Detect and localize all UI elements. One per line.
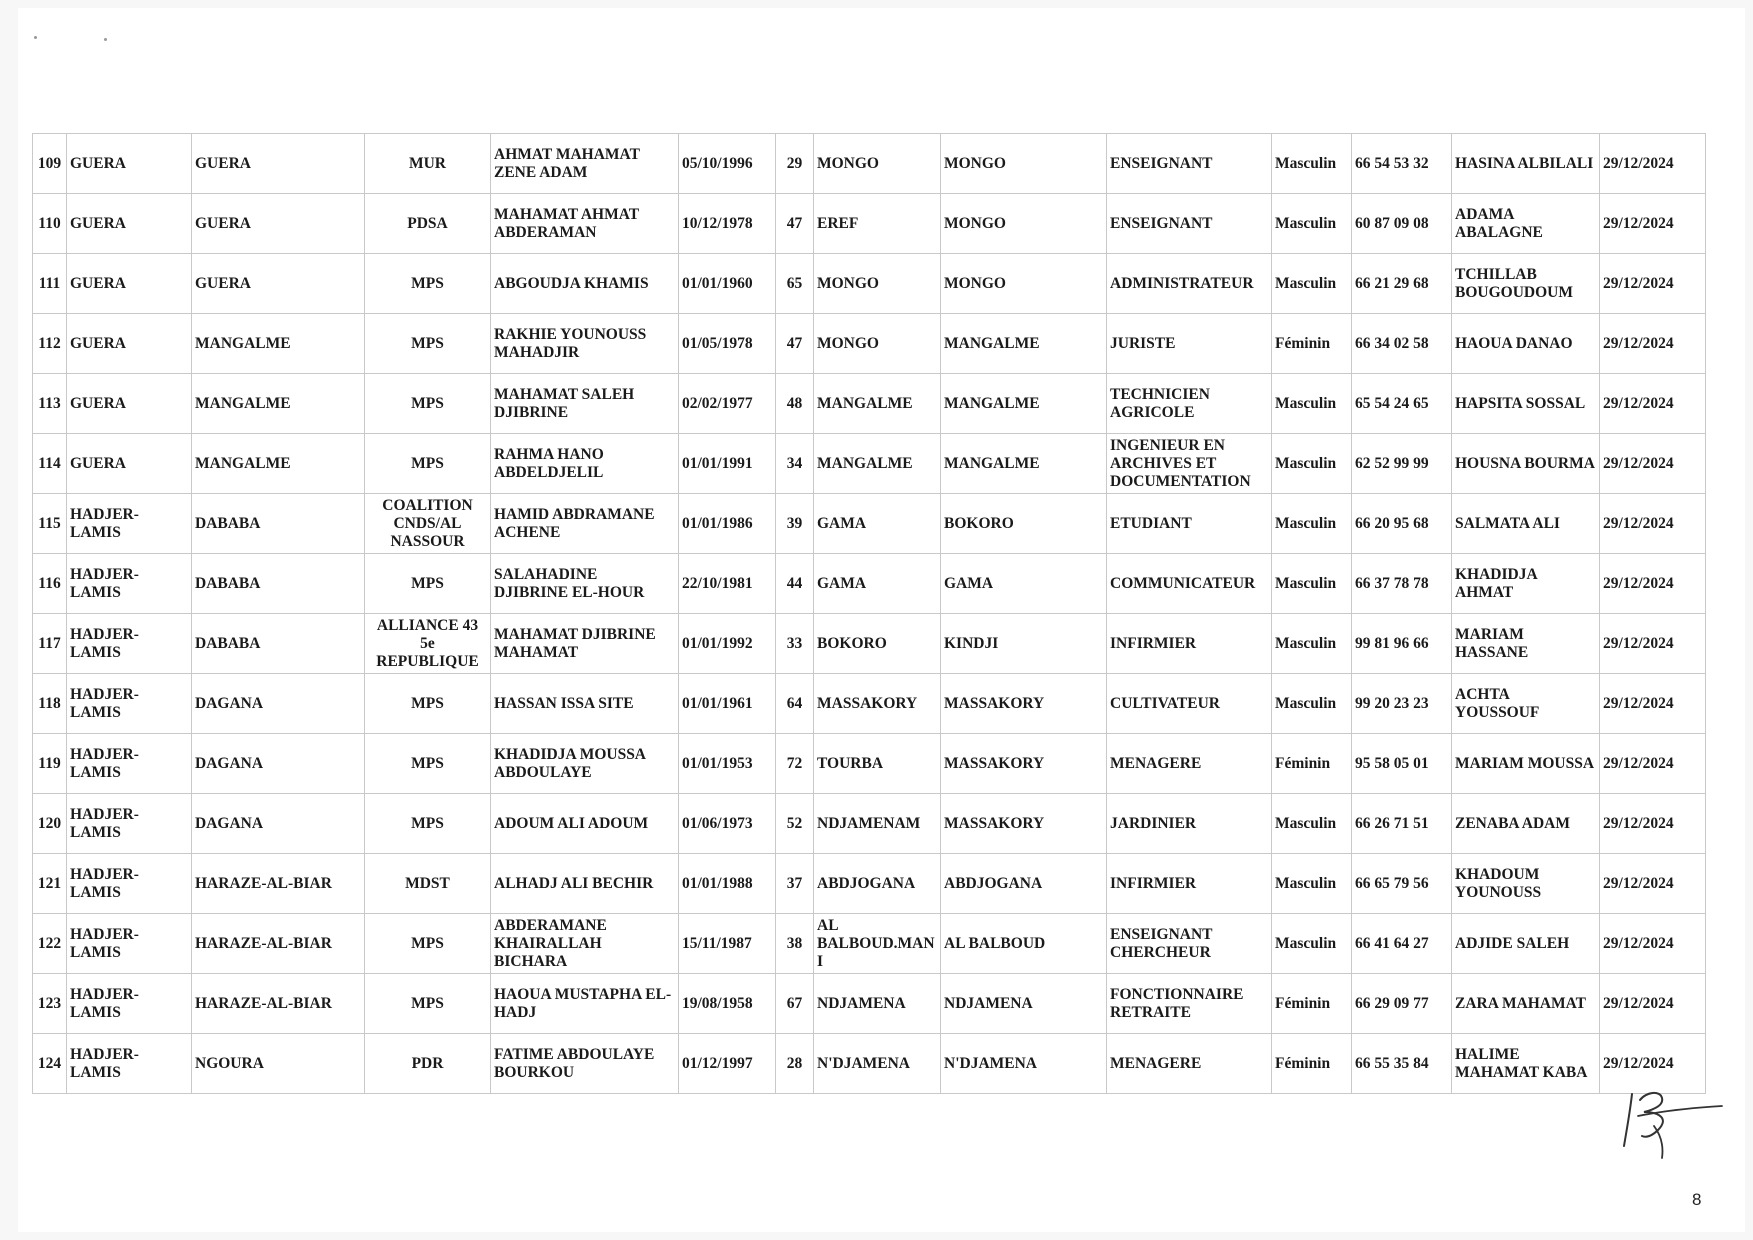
cell-substitute: ACHTA YOUSSOUF [1452, 674, 1600, 734]
candidate-table-wrapper [32, 133, 1705, 1094]
cell-number: 119 [33, 734, 67, 794]
cell-phone: 60 87 09 08 [1352, 194, 1452, 254]
cell-sex: Masculin [1272, 914, 1352, 974]
cell-age: 34 [776, 434, 814, 494]
cell-substitute: ADJIDE SALEH [1452, 914, 1600, 974]
cell-number: 115 [33, 494, 67, 554]
cell-phone: 66 55 35 84 [1352, 1034, 1452, 1094]
cell-sex: Masculin [1272, 614, 1352, 674]
cell-residence: MONGO [941, 194, 1107, 254]
cell-birth-place: AL BALBOUD.MANI [814, 914, 941, 974]
table-row [33, 794, 1706, 854]
table-row [33, 254, 1706, 314]
cell-phone: 66 26 71 51 [1352, 794, 1452, 854]
cell-birth-place: GAMA [814, 554, 941, 614]
table-row [33, 434, 1706, 494]
cell-province: HADJER-LAMIS [67, 674, 192, 734]
cell-party: MPS [365, 974, 491, 1034]
cell-phone: 66 21 29 68 [1352, 254, 1452, 314]
cell-sex: Masculin [1272, 854, 1352, 914]
cell-province: HADJER-LAMIS [67, 1034, 192, 1094]
cell-number: 116 [33, 554, 67, 614]
cell-number: 124 [33, 1034, 67, 1094]
cell-department: DABABA [192, 614, 365, 674]
cell-department: GUERA [192, 254, 365, 314]
cell-sex: Masculin [1272, 554, 1352, 614]
cell-phone: 66 65 79 56 [1352, 854, 1452, 914]
cell-birth-date: 19/08/1958 [679, 974, 776, 1034]
cell-candidate-name: MAHAMAT DJIBRINE MAHAMAT [491, 614, 679, 674]
table-row [33, 134, 1706, 194]
cell-date: 29/12/2024 [1600, 314, 1706, 374]
cell-sex: Féminin [1272, 314, 1352, 374]
cell-date: 29/12/2024 [1600, 194, 1706, 254]
cell-phone: 66 34 02 58 [1352, 314, 1452, 374]
cell-birth-place: MONGO [814, 314, 941, 374]
cell-residence: MANGALME [941, 374, 1107, 434]
cell-profession: JARDINIER [1107, 794, 1272, 854]
page-number: 8 [1692, 1190, 1702, 1209]
cell-candidate-name: RAHMA HANO ABDELDJELIL [491, 434, 679, 494]
table-row [33, 674, 1706, 734]
cell-department: GUERA [192, 134, 365, 194]
cell-birth-date: 10/12/1978 [679, 194, 776, 254]
cell-profession: ADMINISTRATEUR [1107, 254, 1272, 314]
cell-department: MANGALME [192, 374, 365, 434]
cell-profession: TECHNICIEN AGRICOLE [1107, 374, 1272, 434]
cell-candidate-name: ABGOUDJA KHAMIS [491, 254, 679, 314]
cell-age: 37 [776, 854, 814, 914]
cell-substitute: HALIME MAHAMAT KABA [1452, 1034, 1600, 1094]
cell-phone: 66 41 64 27 [1352, 914, 1452, 974]
cell-number: 110 [33, 194, 67, 254]
cell-birth-place: MONGO [814, 254, 941, 314]
cell-phone: 95 58 05 01 [1352, 734, 1452, 794]
cell-party: PDSA [365, 194, 491, 254]
cell-department: GUERA [192, 194, 365, 254]
cell-substitute: SALMATA ALI [1452, 494, 1600, 554]
table-row [33, 194, 1706, 254]
cell-department: DAGANA [192, 674, 365, 734]
cell-age: 33 [776, 614, 814, 674]
cell-birth-date: 15/11/1987 [679, 914, 776, 974]
cell-phone: 66 29 09 77 [1352, 974, 1452, 1034]
cell-age: 64 [776, 674, 814, 734]
cell-party: PDR [365, 1034, 491, 1094]
cell-candidate-name: HASSAN ISSA SITE [491, 674, 679, 734]
cell-province: GUERA [67, 374, 192, 434]
cell-sex: Féminin [1272, 734, 1352, 794]
cell-province: HADJER-LAMIS [67, 914, 192, 974]
cell-residence: NDJAMENA [941, 974, 1107, 1034]
cell-profession: COMMUNICATEUR [1107, 554, 1272, 614]
cell-province: HADJER-LAMIS [67, 554, 192, 614]
cell-age: 38 [776, 914, 814, 974]
table-body [33, 134, 1706, 1094]
cell-date: 29/12/2024 [1600, 794, 1706, 854]
cell-party: MPS [365, 254, 491, 314]
cell-department: DABABA [192, 494, 365, 554]
cell-birth-place: GAMA [814, 494, 941, 554]
cell-age: 48 [776, 374, 814, 434]
cell-residence: MANGALME [941, 434, 1107, 494]
cell-birth-date: 01/01/1992 [679, 614, 776, 674]
cell-province: HADJER-LAMIS [67, 794, 192, 854]
cell-birth-place: MONGO [814, 134, 941, 194]
cell-department: DABABA [192, 554, 365, 614]
cell-birth-date: 22/10/1981 [679, 554, 776, 614]
cell-phone: 62 52 99 99 [1352, 434, 1452, 494]
cell-profession: INFIRMIER [1107, 614, 1272, 674]
cell-province: GUERA [67, 134, 192, 194]
cell-birth-date: 01/12/1997 [679, 1034, 776, 1094]
cell-candidate-name: HAOUA MUSTAPHA EL-HADJ [491, 974, 679, 1034]
cell-date: 29/12/2024 [1600, 914, 1706, 974]
cell-number: 112 [33, 314, 67, 374]
cell-department: DAGANA [192, 794, 365, 854]
cell-date: 29/12/2024 [1600, 974, 1706, 1034]
cell-candidate-name: AHMAT MAHAMAT ZENE ADAM [491, 134, 679, 194]
cell-party: MPS [365, 914, 491, 974]
cell-date: 29/12/2024 [1600, 374, 1706, 434]
cell-party: MPS [365, 374, 491, 434]
cell-date: 29/12/2024 [1600, 254, 1706, 314]
cell-residence: ABDJOGANA [941, 854, 1107, 914]
cell-province: HADJER-LAMIS [67, 854, 192, 914]
cell-date: 29/12/2024 [1600, 854, 1706, 914]
cell-phone: 65 54 24 65 [1352, 374, 1452, 434]
cell-province: HADJER-LAMIS [67, 734, 192, 794]
cell-birth-place: TOURBA [814, 734, 941, 794]
cell-number: 123 [33, 974, 67, 1034]
cell-substitute: HAPSITA SOSSAL [1452, 374, 1600, 434]
cell-substitute: ZENABA ADAM [1452, 794, 1600, 854]
cell-candidate-name: ALHADJ ALI BECHIR [491, 854, 679, 914]
cell-substitute: MARIAM HASSANE [1452, 614, 1600, 674]
table-row [33, 974, 1706, 1034]
table-row [33, 374, 1706, 434]
cell-party: MPS [365, 734, 491, 794]
cell-number: 117 [33, 614, 67, 674]
cell-party: MPS [365, 674, 491, 734]
cell-department: HARAZE-AL-BIAR [192, 974, 365, 1034]
cell-age: 47 [776, 314, 814, 374]
cell-age: 39 [776, 494, 814, 554]
table-row [33, 314, 1706, 374]
cell-department: MANGALME [192, 434, 365, 494]
cell-sex: Féminin [1272, 974, 1352, 1034]
cell-date: 29/12/2024 [1600, 734, 1706, 794]
cell-birth-place: NDJAMENAM [814, 794, 941, 854]
cell-number: 114 [33, 434, 67, 494]
cell-age: 67 [776, 974, 814, 1034]
cell-date: 29/12/2024 [1600, 614, 1706, 674]
cell-substitute: KHADIDJA AHMAT [1452, 554, 1600, 614]
cell-birth-date: 01/01/1986 [679, 494, 776, 554]
cell-phone: 66 20 95 68 [1352, 494, 1452, 554]
cell-residence: GAMA [941, 554, 1107, 614]
cell-sex: Masculin [1272, 674, 1352, 734]
cell-candidate-name: ABDERAMANE KHAIRALLAH BICHARA [491, 914, 679, 974]
cell-profession: JURISTE [1107, 314, 1272, 374]
cell-birth-place: MANGALME [814, 374, 941, 434]
cell-province: HADJER-LAMIS [67, 614, 192, 674]
cell-birth-place: MANGALME [814, 434, 941, 494]
cell-number: 113 [33, 374, 67, 434]
cell-province: GUERA [67, 434, 192, 494]
cell-party: MPS [365, 434, 491, 494]
cell-candidate-name: HAMID ABDRAMANE ACHENE [491, 494, 679, 554]
cell-profession: ENSEIGNANT CHERCHEUR [1107, 914, 1272, 974]
cell-number: 118 [33, 674, 67, 734]
cell-phone: 66 54 53 32 [1352, 134, 1452, 194]
cell-phone: 99 81 96 66 [1352, 614, 1452, 674]
cell-date: 29/12/2024 [1600, 674, 1706, 734]
cell-phone: 66 37 78 78 [1352, 554, 1452, 614]
scan-speck [34, 36, 37, 39]
cell-party: MPS [365, 554, 491, 614]
cell-candidate-name: FATIME ABDOULAYE BOURKOU [491, 1034, 679, 1094]
cell-candidate-name: ADOUM ALI ADOUM [491, 794, 679, 854]
cell-residence: BOKORO [941, 494, 1107, 554]
cell-profession: ENSEIGNANT [1107, 134, 1272, 194]
cell-province: GUERA [67, 314, 192, 374]
cell-birth-date: 01/01/1961 [679, 674, 776, 734]
cell-sex: Masculin [1272, 434, 1352, 494]
cell-sex: Masculin [1272, 254, 1352, 314]
cell-birth-date: 01/01/1960 [679, 254, 776, 314]
cell-sex: Masculin [1272, 794, 1352, 854]
candidate-table [32, 133, 1706, 1094]
cell-province: HADJER-LAMIS [67, 494, 192, 554]
cell-province: HADJER-LAMIS [67, 974, 192, 1034]
cell-birth-place: NDJAMENA [814, 974, 941, 1034]
cell-birth-date: 01/06/1973 [679, 794, 776, 854]
cell-department: HARAZE-AL-BIAR [192, 914, 365, 974]
cell-party: MPS [365, 794, 491, 854]
cell-date: 29/12/2024 [1600, 554, 1706, 614]
cell-candidate-name: MAHAMAT AHMAT ABDERAMAN [491, 194, 679, 254]
cell-substitute: HASINA ALBILALI [1452, 134, 1600, 194]
cell-residence: MONGO [941, 134, 1107, 194]
cell-sex: Féminin [1272, 1034, 1352, 1094]
cell-candidate-name: MAHAMAT SALEH DJIBRINE [491, 374, 679, 434]
cell-residence: AL BALBOUD [941, 914, 1107, 974]
cell-age: 65 [776, 254, 814, 314]
cell-substitute: ZARA MAHAMAT [1452, 974, 1600, 1034]
cell-age: 52 [776, 794, 814, 854]
cell-candidate-name: RAKHIE YOUNOUSS MAHADJIR [491, 314, 679, 374]
table-row [33, 494, 1706, 554]
cell-profession: ETUDIANT [1107, 494, 1272, 554]
scan-speck [104, 38, 107, 41]
cell-age: 47 [776, 194, 814, 254]
cell-province: GUERA [67, 194, 192, 254]
cell-residence: MANGALME [941, 314, 1107, 374]
table-row [33, 614, 1706, 674]
cell-number: 111 [33, 254, 67, 314]
cell-birth-date: 01/05/1978 [679, 314, 776, 374]
cell-date: 29/12/2024 [1600, 1034, 1706, 1094]
cell-number: 120 [33, 794, 67, 854]
table-row [33, 554, 1706, 614]
cell-date: 29/12/2024 [1600, 494, 1706, 554]
cell-party: ALLIANCE 43 5e REPUBLIQUE [365, 614, 491, 674]
cell-phone: 99 20 23 23 [1352, 674, 1452, 734]
cell-profession: CULTIVATEUR [1107, 674, 1272, 734]
cell-birth-place: MASSAKORY [814, 674, 941, 734]
cell-date: 29/12/2024 [1600, 134, 1706, 194]
cell-age: 29 [776, 134, 814, 194]
cell-birth-date: 01/01/1953 [679, 734, 776, 794]
cell-department: DAGANA [192, 734, 365, 794]
cell-substitute: MARIAM MOUSSA [1452, 734, 1600, 794]
cell-substitute: HOUSNA BOURMA [1452, 434, 1600, 494]
cell-sex: Masculin [1272, 134, 1352, 194]
cell-birth-date: 02/02/1977 [679, 374, 776, 434]
cell-profession: ENSEIGNANT [1107, 194, 1272, 254]
cell-sex: Masculin [1272, 494, 1352, 554]
cell-number: 121 [33, 854, 67, 914]
cell-number: 109 [33, 134, 67, 194]
cell-department: NGOURA [192, 1034, 365, 1094]
cell-sex: Masculin [1272, 194, 1352, 254]
cell-substitute: TCHILLAB BOUGOUDOUM [1452, 254, 1600, 314]
cell-residence: N'DJAMENA [941, 1034, 1107, 1094]
cell-residence: MASSAKORY [941, 674, 1107, 734]
cell-profession: MENAGERE [1107, 1034, 1272, 1094]
cell-profession: INFIRMIER [1107, 854, 1272, 914]
cell-profession: INGENIEUR EN ARCHIVES ET DOCUMENTATION [1107, 434, 1272, 494]
cell-birth-place: BOKORO [814, 614, 941, 674]
cell-number: 122 [33, 914, 67, 974]
cell-sex: Masculin [1272, 374, 1352, 434]
cell-province: GUERA [67, 254, 192, 314]
cell-birth-date: 05/10/1996 [679, 134, 776, 194]
cell-department: HARAZE-AL-BIAR [192, 854, 365, 914]
cell-residence: MONGO [941, 254, 1107, 314]
cell-profession: FONCTIONNAIRE RETRAITE [1107, 974, 1272, 1034]
cell-department: MANGALME [192, 314, 365, 374]
table-row [33, 1034, 1706, 1094]
cell-candidate-name: SALAHADINE DJIBRINE EL-HOUR [491, 554, 679, 614]
cell-substitute: KHADOUM YOUNOUSS [1452, 854, 1600, 914]
cell-age: 28 [776, 1034, 814, 1094]
cell-substitute: HAOUA DANAO [1452, 314, 1600, 374]
cell-substitute: ADAMA ABALAGNE [1452, 194, 1600, 254]
cell-residence: MASSAKORY [941, 794, 1107, 854]
table-row [33, 854, 1706, 914]
cell-party: COALITION CNDS/AL NASSOUR [365, 494, 491, 554]
cell-party: MUR [365, 134, 491, 194]
table-row [33, 914, 1706, 974]
cell-birth-date: 01/01/1991 [679, 434, 776, 494]
cell-candidate-name: KHADIDJA MOUSSA ABDOULAYE [491, 734, 679, 794]
cell-birth-date: 01/01/1988 [679, 854, 776, 914]
cell-party: MDST [365, 854, 491, 914]
cell-date: 29/12/2024 [1600, 434, 1706, 494]
cell-residence: KINDJI [941, 614, 1107, 674]
cell-profession: MENAGERE [1107, 734, 1272, 794]
cell-age: 72 [776, 734, 814, 794]
cell-birth-place: EREF [814, 194, 941, 254]
cell-residence: MASSAKORY [941, 734, 1107, 794]
cell-age: 44 [776, 554, 814, 614]
cell-birth-place: ABDJOGANA [814, 854, 941, 914]
cell-party: MPS [365, 314, 491, 374]
table-row [33, 734, 1706, 794]
handwritten-signature [1618, 1082, 1728, 1162]
cell-birth-place: N'DJAMENA [814, 1034, 941, 1094]
